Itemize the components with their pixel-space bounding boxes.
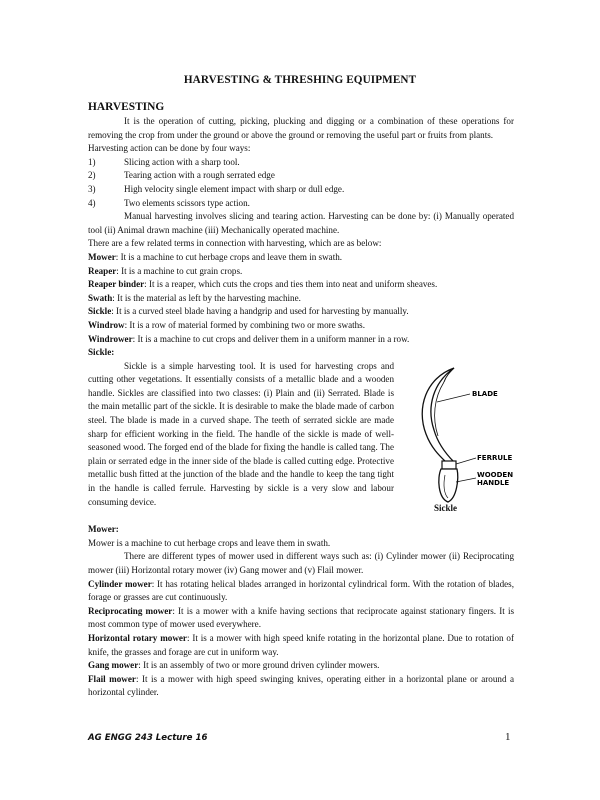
ferrule-label: FERRULE <box>477 454 513 463</box>
term-definition: Mower: It is a machine to cut herbage crops and leave them in swath. <box>88 251 343 262</box>
handle-label-line-1: WOODEN <box>477 471 514 480</box>
mower-type-definition: Horizontal rotary mower: It is a mower with high speed knife rotating in the horizontal plane. Due to rotation of knife, the grasses and forage are cut in uniform way. <box>88 632 514 657</box>
mower-heading: Mower: <box>88 524 119 535</box>
handle-label-line-2: HANDLE <box>477 479 510 488</box>
term-definition: Sickle: It is a curved steel blade having a handgrip and used for harvesting by manually. <box>88 306 409 317</box>
manual-harvesting-paragraph: Manual harvesting involves slicing and tearing action. Harvesting can be done by: (i) Manually operated tool (ii) Animal drawn machine (iii) Mechanically operated machine. <box>88 211 514 235</box>
mower-types-paragraph: There are different types of mower used in different ways such as: (i) Cylinder mower (ii) Reciprocating mower (iii) Horizontal rotary mower (iv) Gang mower and (v) Flail mower. <box>88 551 514 575</box>
term-definition: Reaper: It is a machine to cut grain crops. <box>88 265 243 276</box>
sickle-heading: Sickle: <box>88 347 115 358</box>
blade-label: BLADE <box>472 390 498 399</box>
footer-course-label: AG ENGG 243 Lecture 16 <box>88 733 208 743</box>
mower-type-definition: Flail mower: It is a mower with high speed swinging knives, operating either in a horizontal plane or around a horizontal cylinder. <box>88 673 515 698</box>
sickle-section <box>88 346 514 514</box>
list-item: 3) High velocity single element impact with sharp or dull edge. <box>88 183 345 194</box>
term-definition: Windrow: It is a row of material formed by combining two or more swaths. <box>88 319 365 330</box>
sickle-ferrule <box>442 461 456 469</box>
term-definition: Reaper binder: It is a reaper, which cuts the crops and ties them into neat and uniform sheaves. <box>88 279 438 290</box>
mower-definition: Mower is a machine to cut herbage crops and leave them in swath. <box>88 537 331 548</box>
figure-caption: Sickle <box>434 503 458 514</box>
term-definition: Swath: It is the material as left by the harvesting machine. <box>88 292 301 303</box>
list-item: 1) Slicing action with a sharp tool. <box>88 156 240 167</box>
sickle-handle <box>439 469 458 502</box>
page-title: HARVESTING & THRESHING EQUIPMENT <box>183 74 417 86</box>
mower-type-definition: Gang mower: It is an assembly of two or more ground driven cylinder mowers. <box>88 660 380 671</box>
list-item: 4) Two elements scissors type action. <box>88 197 250 208</box>
sickle-blade <box>422 368 454 464</box>
document-body <box>88 99 514 700</box>
page-number: 1 <box>505 731 511 743</box>
sickle-illustration <box>404 360 514 510</box>
ways-intro: Harvesting action can be done by four ways: <box>88 143 251 154</box>
sickle-description: Sickle is a simple harvesting tool. It is used for harvesting crops and cutting other vegetations. It essentially consists of a metallic blade and a wooden handle. Sickles are classified into two classes: (i) Plain and (ii) Serrated. Blade is the main metallic part of the sickle. It is desirable to make the blade made of carbon steel. The blade is made in a curved shape. The teeth of serrated sickle are made sharp for efficient working in the field. The handle of the sickle is made of well-seasoned wood. The forged end of the blade for fixing the handle is called tang. The plain or serrated edge in the inner side of the blade is called cutting edge. Protective metallic bush fitted at the junction of the blade and the handle to keep the tang tight in the handle is called ferrule. Harvesting by sickle is a very slow and labour consuming device. <box>88 360 394 507</box>
harvesting-intro: It is the operation of cutting, picking, plucking and digging or a combination of these operations for removing the crop from under the ground or above the ground or removing the useful part or fruits from plants. <box>88 116 514 140</box>
terms-intro: There are a few related terms in connection with harvesting, which are as below: <box>88 238 382 249</box>
mower-type-definition: Cylinder mower: It has rotating helical blades arranged in horizontal cylindrical form. With the rotation of blades, forage or grasses are cut continuously. <box>88 578 514 603</box>
list-item: 2) Tearing action with a rough serrated edge <box>88 170 275 181</box>
mower-type-definition: Reciprocating mower: It is a mower with a knife having sections that reciprocate against stationary fingers. It is most common type of mower used everywhere. <box>88 605 515 630</box>
harvesting-heading: HARVESTING <box>88 101 165 113</box>
term-definition: Windrower: It is a machine to cut crops and deliver them in a uniform manner in a row. <box>88 333 410 344</box>
